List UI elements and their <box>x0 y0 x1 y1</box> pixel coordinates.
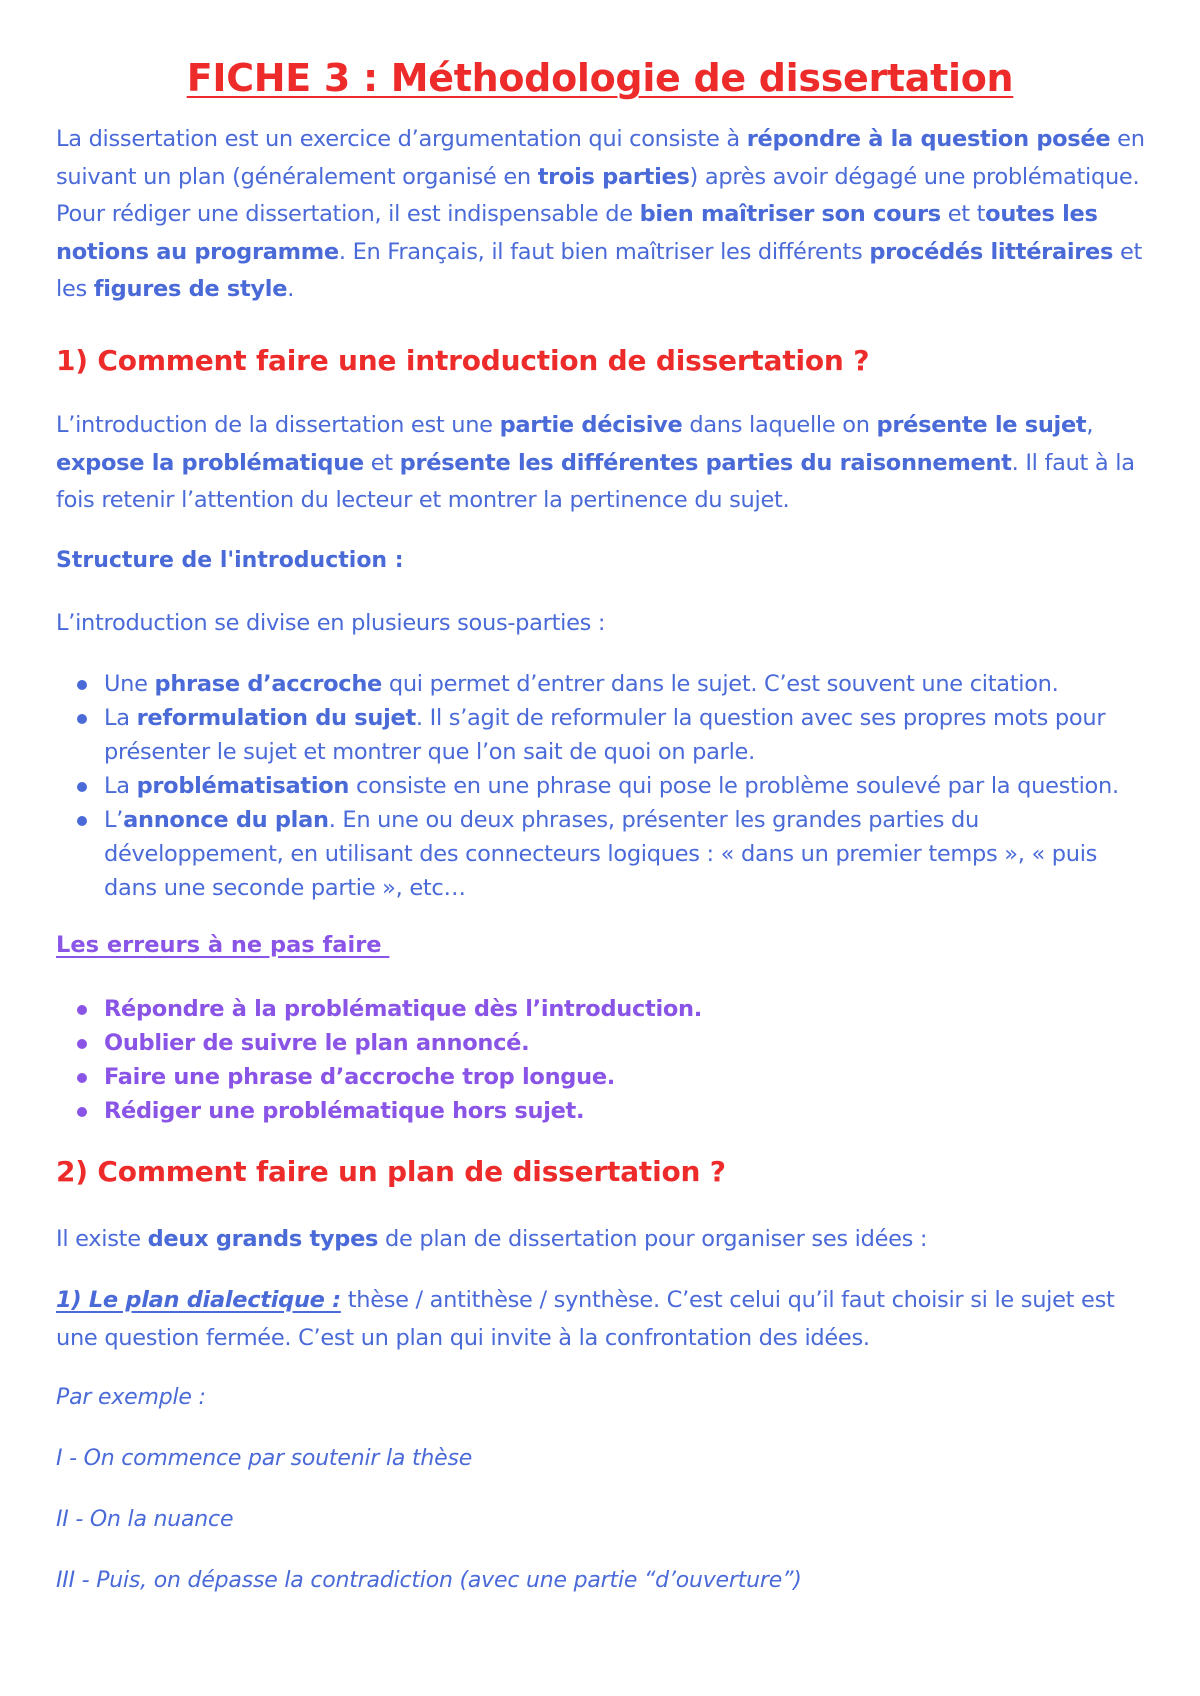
intro-text-4: et t <box>940 201 986 227</box>
s2-text-1: Il existe <box>56 1226 148 1252</box>
bullet-post: . En une ou deux phrases, présenter les grandes parties du développement, en utilisant des connecteurs logiques : « dans un premier temps », « puis dans une seconde partie », etc… <box>104 807 1098 901</box>
bullet-pre: Une <box>104 671 155 697</box>
bullet-bold: annonce du plan <box>123 807 329 833</box>
bullet-pre: L’ <box>104 807 124 833</box>
bullet-dot-icon <box>77 1073 87 1083</box>
errors-list <box>56 992 1156 1128</box>
s1-bold-3: expose la problématique <box>56 449 364 476</box>
list-item <box>56 769 1156 803</box>
example-line-3: III - Puis, on dépasse la contradiction (avec une partie “d’ouverture”) <box>56 1568 802 1593</box>
intro-bold-2: trois parties <box>537 163 690 190</box>
bullet-bold: reformulation du sujet <box>136 705 416 731</box>
structure-list <box>56 667 1156 905</box>
intro-bold-1: répondre à la question posée <box>746 126 1111 152</box>
intro-text-3: ) après avoir dégagé une problématique. Pour rédiger une dissertation, il est indispensable de <box>56 163 1140 227</box>
s2-text-2: de plan de dissertation pour organiser ses idées : <box>378 1226 928 1252</box>
error-text: Faire une phrase d’accroche trop longue. <box>104 1064 616 1090</box>
s1-bold-2: présente le sujet <box>876 412 1087 438</box>
example-line-1: I - On commence par soutenir la thèse <box>56 1446 473 1471</box>
error-text: Répondre à la problématique dès l’introduction. <box>104 996 703 1022</box>
bullet-post: consiste en une phrase qui pose le problème soulevé par la question. <box>349 773 1119 799</box>
section2-heading: 2) Comment faire un plan de dissertation ? <box>56 1155 726 1188</box>
intro-bold-6: figures de style <box>93 276 288 302</box>
list-item <box>56 803 1156 905</box>
bullet-post: . Il s’agit de reformuler la question avec ses propres mots pour présenter le sujet et montrer que l’on sait de quoi on parle. <box>104 705 1106 765</box>
list-item <box>56 667 1156 701</box>
s1-bold-4: présente les différentes parties du raisonnement <box>399 449 1012 476</box>
s1-text-3: , <box>1086 412 1094 438</box>
bullet-dot-icon <box>77 1005 87 1015</box>
intro-text-5: . En Français, il faut bien maîtriser les différents <box>338 238 870 265</box>
bullet-pre: La <box>104 705 137 731</box>
s1-text-1: L’introduction de la dissertation est une <box>56 412 500 438</box>
bullet-bold: phrase d’accroche <box>154 671 383 697</box>
example-line-2: II - On la nuance <box>56 1507 234 1532</box>
plan-dialectique-paragraph <box>56 1282 1156 1357</box>
page-title: FICHE 3 : Méthodologie de dissertation <box>186 56 1014 100</box>
list-item <box>56 1026 1156 1060</box>
bullet-dot-icon <box>77 1107 87 1117</box>
error-text: Oublier de suivre le plan annoncé. <box>104 1030 530 1056</box>
errors-heading: Les erreurs à ne pas faire <box>56 932 390 958</box>
plan-dialectique-label: 1) Le plan dialectique : <box>56 1287 341 1313</box>
intro-paragraph <box>56 121 1156 309</box>
structure-intro: L’introduction se divise en plusieurs sous-parties : <box>56 610 606 636</box>
section1-heading: 1) Comment faire une introduction de dissertation ? <box>56 344 870 377</box>
s1-text-5: . Il faut à la fois retenir l’attention du lecteur et montrer la pertinence du sujet. <box>56 449 1135 513</box>
example-label: Par exemple : <box>56 1385 206 1410</box>
intro-bold-5: procédés littéraires <box>869 238 1114 265</box>
s2-bold-1: deux grands types <box>147 1226 379 1252</box>
structure-heading: Structure de l'introduction : <box>56 548 404 573</box>
bullet-dot-icon <box>77 680 87 690</box>
bullet-dot-icon <box>77 714 87 724</box>
error-text: Rédiger une problématique hors sujet. <box>104 1098 585 1124</box>
s1-bold-1: partie décisive <box>499 412 683 438</box>
intro-bold-3: bien maîtriser son cours <box>639 201 941 227</box>
s1-text-2: dans laquelle on <box>682 412 877 438</box>
list-item <box>56 992 1156 1026</box>
intro-text-6: et les <box>56 238 1143 302</box>
bullet-dot-icon <box>77 816 87 826</box>
bullet-dot-icon <box>77 1039 87 1049</box>
s1-text-4: et <box>363 449 400 476</box>
list-item <box>56 1094 1156 1128</box>
list-item <box>56 1060 1156 1094</box>
section2-paragraph <box>56 1221 1156 1259</box>
bullet-dot-icon <box>77 782 87 792</box>
intro-text-2: en suivant un plan (généralement organisé en <box>56 126 1145 190</box>
list-item <box>56 701 1156 769</box>
section1-paragraph <box>56 407 1156 520</box>
intro-text-7: . <box>287 276 295 302</box>
bullet-pre: La <box>104 773 137 799</box>
bullet-bold: problématisation <box>136 773 350 799</box>
intro-text-1: La dissertation est un exercice d’argumentation qui consiste à <box>56 126 747 152</box>
intro-bold-4: outes les notions au programme <box>56 201 1098 265</box>
plan-dialectique-text: thèse / antithèse / synthèse. C’est celui qu’il faut choisir si le sujet est une question fermée. C’est un plan qui invite à la confrontation des idées. <box>56 1287 1115 1351</box>
bullet-post: qui permet d’entrer dans le sujet. C’est souvent une citation. <box>382 671 1059 697</box>
